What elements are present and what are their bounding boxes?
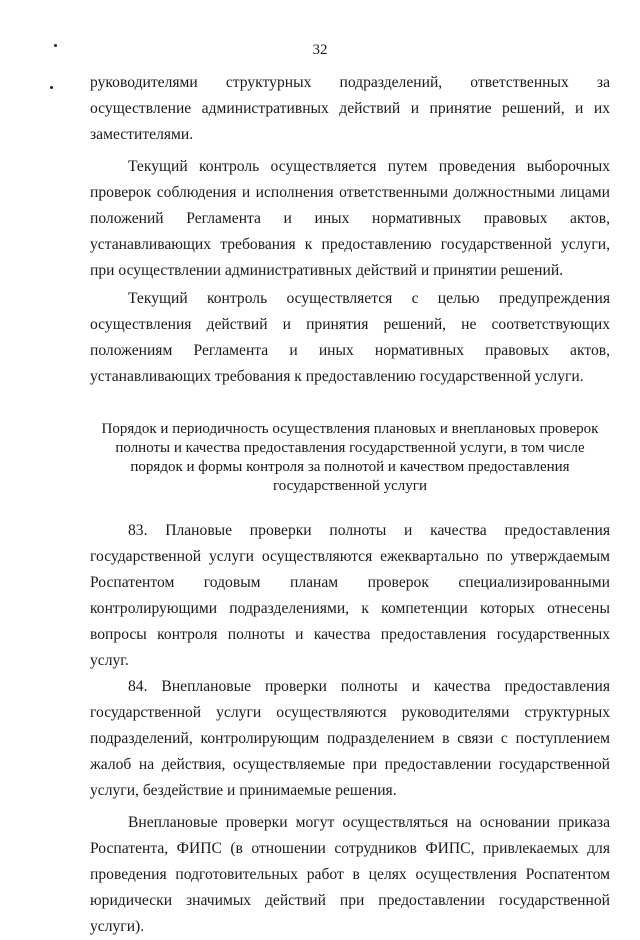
scan-speck [50, 86, 53, 89]
section-heading: Порядок и периодичность осуществления плановых и внеплановых проверок полноты и качества предоставления государственной услуги, в том числе порядок и формы контроля за полнотой и качеством предоставления государственной услуги [101, 421, 599, 494]
paragraph-continuation: руководителями структурных подразделений, ответственных за осуществление административных действий и принятие решений, и их заместителями. [90, 74, 610, 143]
document-body [90, 70, 610, 940]
paragraph-current-control: Текущий контроль осуществляется путем проведения выборочных проверок соблюдения и исполнения ответственными должностными лицами положений Регламента и иных нормативных правовых актов, устанавливающих требования к предоставлению государственной услуги, при осуществлении административных действий и принятии решений. [90, 158, 610, 279]
paragraph-83: 83. Плановые проверки полноты и качества предоставления государственной услуги осуществляются ежеквартально по утверждаемым Роспатентом годовым планам проверок специализированными контролирующими подразделениями, к компетенции которых отнесены вопросы контроля полноты и качества предоставления государственных услуг. [90, 522, 610, 669]
page-number: 32 [312, 42, 328, 58]
paragraph-control-purpose: Текущий контроль осуществляется с целью предупреждения осуществления действий и принятия решений, не соответствующих положениям Регламента и иных нормативных правовых актов, устанавливающих требования к предоставлению государственной услуги. [90, 290, 610, 385]
paragraph-unscheduled-checks: Внеплановые проверки могут осуществляться на основании приказа Роспатента, ФИПС (в отношении сотрудников ФИПС, привлекаемых для проведения подготовительных работ в целях осуществления Роспатентом юридически значимых действий при предоставлении государственной услуги). [90, 814, 610, 935]
paragraph-84: 84. Внеплановые проверки полноты и качества предоставления государственной услуги осуществляются руководителями структурных подразделений, контролирующим подразделением в связи с поступлением жалоб на действия, осуществляемые при предоставлении государственной услуги, бездействие и принимаемые решения. [90, 678, 610, 799]
